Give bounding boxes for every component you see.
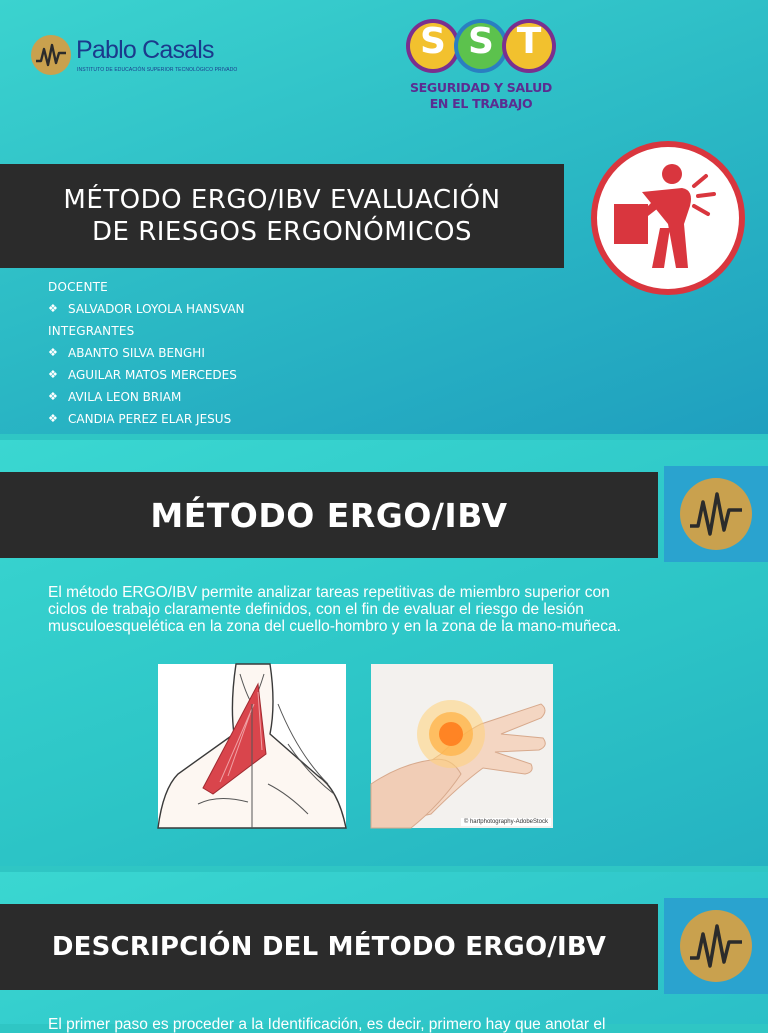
section-title: DESCRIPCIÓN DEL MÉTODO ERGO/IBV bbox=[51, 932, 607, 962]
page-title-line1: MÉTODO ERGO/IBV EVALUACIÓN bbox=[63, 185, 501, 215]
pablo-casals-emblem-icon bbox=[678, 908, 754, 984]
integrante-item bbox=[48, 408, 245, 430]
back-pain-icon bbox=[590, 140, 746, 296]
integrante-item bbox=[48, 342, 245, 364]
sst-logo bbox=[403, 12, 559, 114]
sst-letter-s1: S bbox=[420, 21, 446, 62]
diamond-bullet-icon: ❖ bbox=[48, 412, 58, 425]
sst-line1: SEGURIDAD Y SALUD bbox=[409, 80, 553, 95]
sst-line2: EN EL TRABAJO bbox=[429, 96, 533, 111]
section-title-bar bbox=[0, 472, 658, 558]
team-info bbox=[48, 276, 245, 430]
slide-title bbox=[0, 0, 768, 434]
slide-descripcion bbox=[0, 872, 768, 1033]
integrante-item bbox=[48, 364, 245, 386]
integrante-name: AGUILAR MATOS MERCEDES bbox=[68, 368, 237, 382]
logo-box bbox=[664, 898, 768, 994]
sst-letter-t: T bbox=[516, 21, 542, 62]
sst-letter-s2: S bbox=[468, 21, 494, 62]
integrante-name: AVILA LEON BRIAM bbox=[68, 390, 182, 404]
integrantes-label: INTEGRANTES bbox=[48, 324, 135, 338]
neck-shoulder-image bbox=[158, 664, 346, 828]
title-bar bbox=[0, 164, 564, 268]
wrist-pain-image bbox=[371, 664, 553, 828]
integrante-name: ABANTO SILVA BENGHI bbox=[68, 346, 205, 360]
section-paragraph: El primer paso es proceder a la Identificación, es decir, primero hay que anotar el bbox=[48, 1016, 606, 1033]
pablo-casals-brand: Pablo Casals bbox=[76, 36, 214, 64]
section-paragraph: El método ERGO/IBV permite analizar tareas repetitivas de miembro superior con ciclos de trabajo claramente definidos, con el fin de evaluar el riesgo de lesión musculoesquelética en la zona del cuello-hombro y en la zona de la mano-muñeca. bbox=[48, 584, 621, 635]
docente-name: SALVADOR LOYOLA HANSVAN bbox=[68, 302, 245, 316]
diamond-bullet-icon: ❖ bbox=[48, 368, 58, 381]
pablo-casals-emblem-icon bbox=[30, 34, 72, 76]
diamond-bullet-icon: ❖ bbox=[48, 346, 58, 359]
image-credit: © hartphotography-AdobeStock bbox=[461, 818, 551, 826]
pablo-casals-tagline: INSTITUTO DE EDUCACIÓN SUPERIOR TECNOLÓGICO PRIVADO bbox=[77, 67, 238, 73]
page-title-line2: DE RIESGOS ERGONÓMICOS bbox=[91, 217, 472, 247]
section-title-bar bbox=[0, 904, 658, 990]
diamond-bullet-icon: ❖ bbox=[48, 302, 58, 315]
pablo-casals-logo bbox=[30, 33, 240, 78]
pablo-casals-emblem-icon bbox=[678, 476, 754, 552]
diamond-bullet-icon: ❖ bbox=[48, 390, 58, 403]
integrante-name: CANDIA PEREZ ELAR JESUS bbox=[68, 412, 232, 426]
slide-metodo bbox=[0, 440, 768, 866]
docente-label: DOCENTE bbox=[48, 280, 108, 294]
docente-item bbox=[48, 298, 245, 320]
logo-box bbox=[664, 466, 768, 562]
integrante-item bbox=[48, 386, 245, 408]
section-title: MÉTODO ERGO/IBV bbox=[150, 495, 508, 535]
